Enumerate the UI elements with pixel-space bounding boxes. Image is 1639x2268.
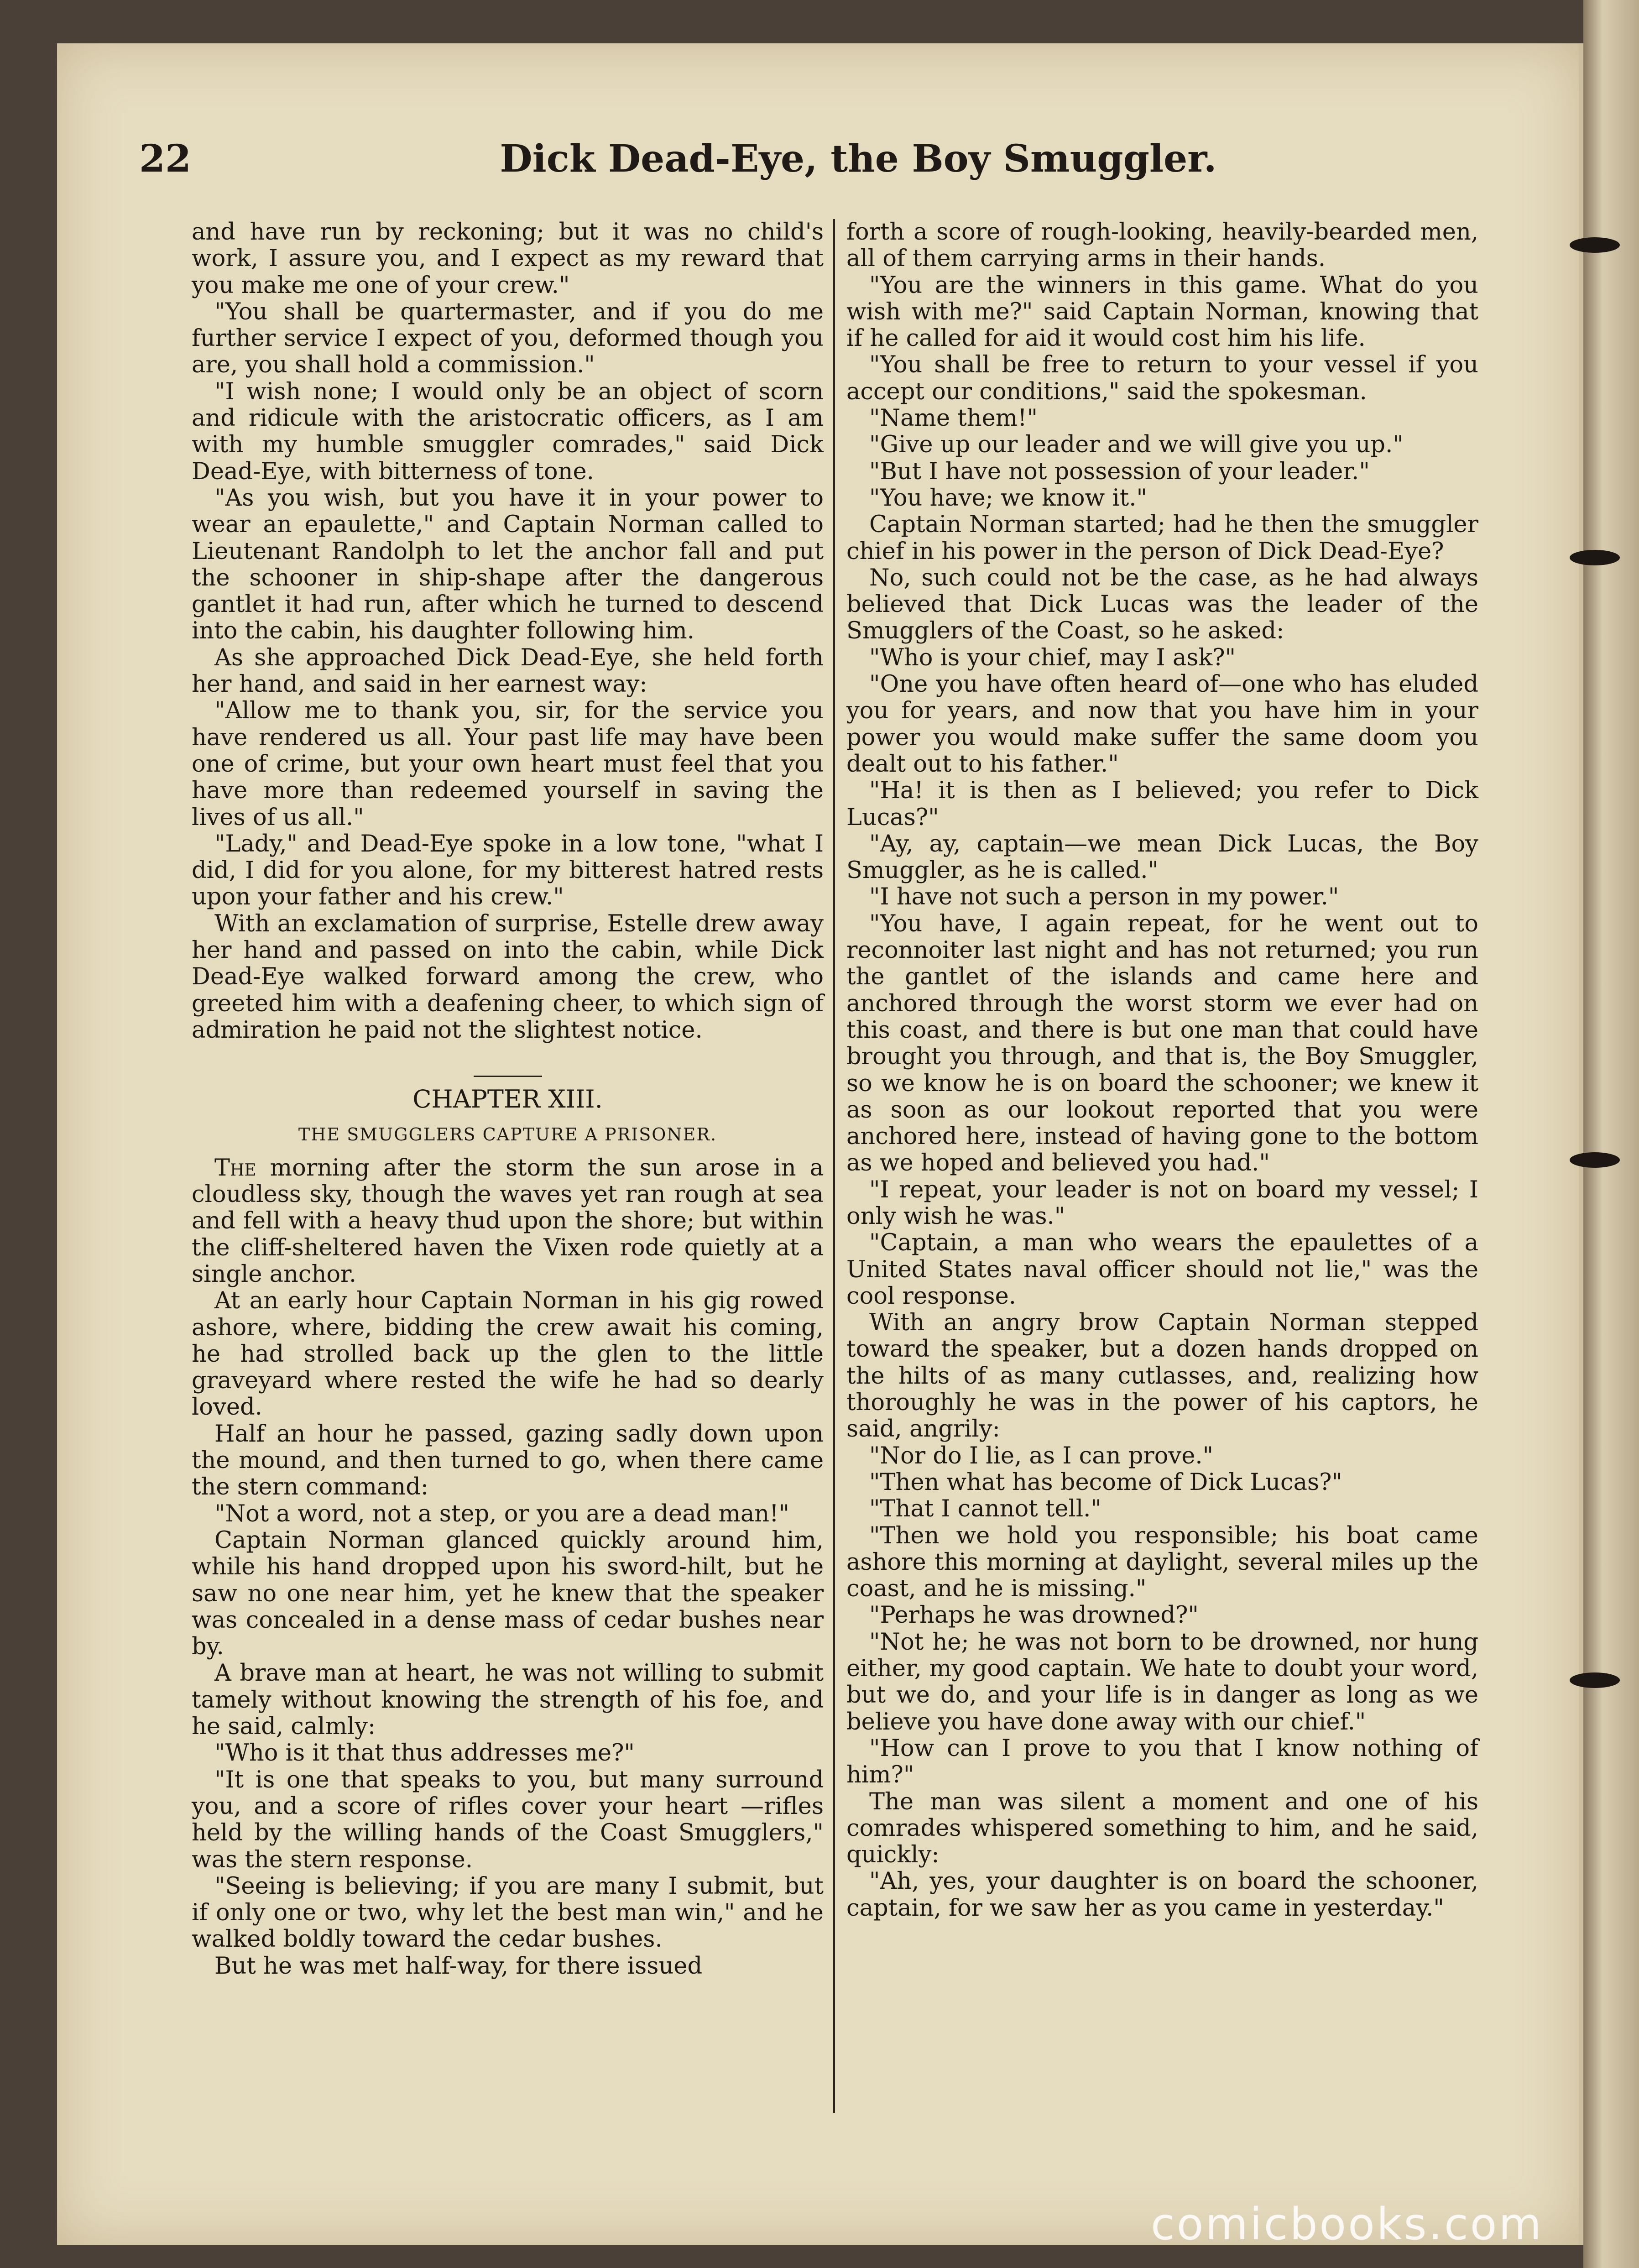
paragraph: Captain Norman glanced quickly around him, while his hand dropped upon his sword-hilt, but he saw no one near him, yet he knew that the speaker was concealed in a dense mass of cedar bushes near by.: [192, 1526, 824, 1661]
paragraph: "I have not such a person in my power.": [869, 883, 1339, 911]
paragraph: forth a score of rough-looking, heavily-bearded men, all of them carrying arms in their hands.: [846, 219, 1478, 272]
chapter-title: CHAPTER XIII.: [412, 1085, 603, 1114]
paragraph: "Ha! it is then as I believed; you refer to Dick Lucas?": [846, 777, 1478, 831]
paragraph: As she approached Dick Dead-Eye, she held forth her hand, and said in her earnest way:: [192, 644, 824, 698]
paragraph: "Ah, yes, your daughter is on board the schooner, captain, for we saw her as you came in yesterday.": [846, 1868, 1478, 1922]
binding-stitch: [1570, 1152, 1620, 1168]
paragraph: Half an hour he passed, gazing sadly down upon the mound, and then turned to go, when there came the stern command:: [192, 1420, 824, 1501]
paragraph: "Who is it that thus addresses me?": [214, 1740, 635, 1767]
binding-stitch: [1570, 237, 1620, 253]
paragraph: "Ay, ay, captain—we mean Dick Lucas, the Boy Smuggler, as he is called.": [846, 830, 1478, 884]
paragraph: But he was met half-way, for there issued: [214, 1952, 703, 1980]
paragraph: "Then we hold you responsible; his boat came ashore this morning at daylight, several miles up the coast, and he is missing.": [846, 1522, 1478, 1603]
paragraph: The man was silent a moment and one of his comrades whispered something to him, and he said, quickly:: [846, 1788, 1478, 1869]
paragraph: "Name them!": [869, 405, 1038, 432]
paragraph: "How can I prove to you that I know nothing of him?": [846, 1735, 1478, 1789]
paragraph: "Then what has become of Dick Lucas?": [869, 1468, 1342, 1496]
paragraph: "Seeing is believing; if you are many I submit, but if only one or two, why let the best man win," and he walked boldly toward the cedar bushes.: [192, 1872, 824, 1953]
paragraph: "You shall be free to return to your vessel if you accept our conditions," said the spokesman.: [846, 351, 1478, 405]
chapter-divider: [474, 1076, 542, 1077]
paragraph: "Nor do I lie, as I can prove.": [869, 1442, 1214, 1469]
binding-stitch: [1570, 1672, 1620, 1688]
page-header: [139, 132, 1577, 187]
binding-stitch: [1570, 550, 1620, 565]
paragraph: "I repeat, your leader is not on board my vessel; I only wish he was.": [846, 1176, 1478, 1230]
paragraph: "You are the winners in this game. What do you wish with me?" said Captain Norman, knowing that if he called for aid it would cost him his life.: [846, 272, 1478, 352]
paragraph: "Allow me to thank you, sir, for the service you have rendered us all. Your past life may have been one of crime, but your own heart must feel that you have more than redeemed yourself in saving the lives of us all.": [192, 697, 824, 831]
paragraph: "I wish none; I would only be an object of scorn and ridicule with the aristocratic officers, as I am with my humble smuggler comrades," said Dick Dead-Eye, with bitterness of tone.: [192, 378, 824, 485]
chapter-subtitle: THE SMUGGLERS CAPTURE A PRISONER.: [298, 1124, 717, 1144]
paragraph: "You have; we know it.": [869, 484, 1147, 512]
paragraph: "But I have not possession of your leader.": [869, 458, 1370, 485]
paragraph: "Not a word, not a step, or you are a dead man!": [214, 1500, 790, 1527]
paragraph: A brave man at heart, he was not willing to submit tamely without knowing the strength of his foe, and he said, calmly:: [192, 1660, 824, 1740]
running-title: Dick Dead-Eye, the Boy Smuggler.: [500, 137, 1217, 181]
binding-edge: [1583, 0, 1639, 2268]
opening-text: morning after the storm the sun arose in a cloudless sky, though the waves yet ran rough at sea and fell with a heavy thud upon the shore; but within the cliff-sheltered haven the Vixen rode quietly at a single anchor.: [192, 1154, 824, 1288]
paragraph: "It is one that speaks to you, but many surround you, and a score of rifles cover your heart —rifles held by the willing hands of the Coast Smugglers," was the stern response.: [192, 1766, 824, 1873]
paragraph: "You shall be quartermaster, and if you do me further service I expect of you, deformed though you are, you shall hold a commission.": [192, 298, 824, 379]
paragraph: and have run by reckoning; but it was no child's work, I assure you, and I expect as my reward that you make me one of your crew.": [192, 219, 824, 299]
paragraph: With an angry brow Captain Norman stepped toward the speaker, but a dozen hands dropped on the hilts of as many cutlasses, and, realizing how thoroughly he was in the power of his captors, he said, angrily:: [846, 1309, 1478, 1443]
page-number: 22: [139, 137, 192, 181]
left-column: [192, 219, 824, 1980]
opening-word: The: [214, 1154, 256, 1181]
paragraph: "Who is your chief, may I ask?": [869, 644, 1236, 671]
paragraph: "One you have often heard of—one who has eluded you for years, and now that you have him in your power you would make suffer the same doom you dealt out to his father.": [846, 671, 1478, 778]
watermark-logo: comicbooks.com: [1150, 2199, 1543, 2250]
paragraph: "Lady," and Dead-Eye spoke in a low tone, "what I did, I did for you alone, for my bitterest hatred rests upon your father and his crew.": [192, 830, 824, 911]
paragraph: With an exclamation of surprise, Estelle drew away her hand and passed on into the cabin, while Dick Dead-Eye walked forward among the crew, who greeted him with a deafening cheer, to which sign of admiration he paid not the slightest notice.: [192, 910, 824, 1044]
paragraph: Captain Norman started; had he then the smuggler chief in his power in the person of Dick Dead-Eye?: [846, 511, 1478, 565]
paragraph: "Perhaps he was drowned?": [869, 1602, 1199, 1629]
chapter-opening-paragraph: [192, 1155, 824, 1288]
paragraph: "As you wish, but you have it in your power to wear an epaulette," and Captain Norman called to Lieutenant Randolph to let the anchor fall and put the schooner in ship-shape after the dangerous gantlet it had run, after which he turned to descend into the cabin, his daughter following him.: [192, 484, 824, 645]
paragraph: "That I cannot tell.": [869, 1495, 1101, 1523]
paragraph: No, such could not be the case, as he had always believed that Dick Lucas was the leader of the Smugglers of the Coast, so he asked:: [846, 564, 1478, 645]
paragraph: At an early hour Captain Norman in his gig rowed ashore, where, bidding the crew await his coming, he had strolled back up the glen to the little graveyard where rested the wife he had so dearly loved.: [192, 1287, 824, 1421]
paragraph: "Captain, a man who wears the epaulettes of a United States naval officer should not lie," was the cool response.: [846, 1229, 1478, 1310]
paragraph: "You have, I again repeat, for he went out to reconnoiter last night and has not returned; you run the gantlet of the islands and came here and anchored through the worst storm we ever had on this coast, and there is but one man that could have brought you through, and that is, the Boy Smuggler, so we know he is on board the schooner; we knew it as soon as our lookout reported that you were anchored here, instead of having gone to the bottom as we hoped and believed you had.": [846, 910, 1478, 1177]
right-column: [846, 219, 1478, 1922]
column-rule: [833, 219, 835, 2113]
paragraph: "Give up our leader and we will give you up.": [869, 431, 1404, 459]
paragraph: "Not he; he was not born to be drowned, nor hung either, my good captain. We hate to doubt your word, but we do, and your life is in danger as long as we believe you have done away with our chief.": [846, 1628, 1478, 1735]
